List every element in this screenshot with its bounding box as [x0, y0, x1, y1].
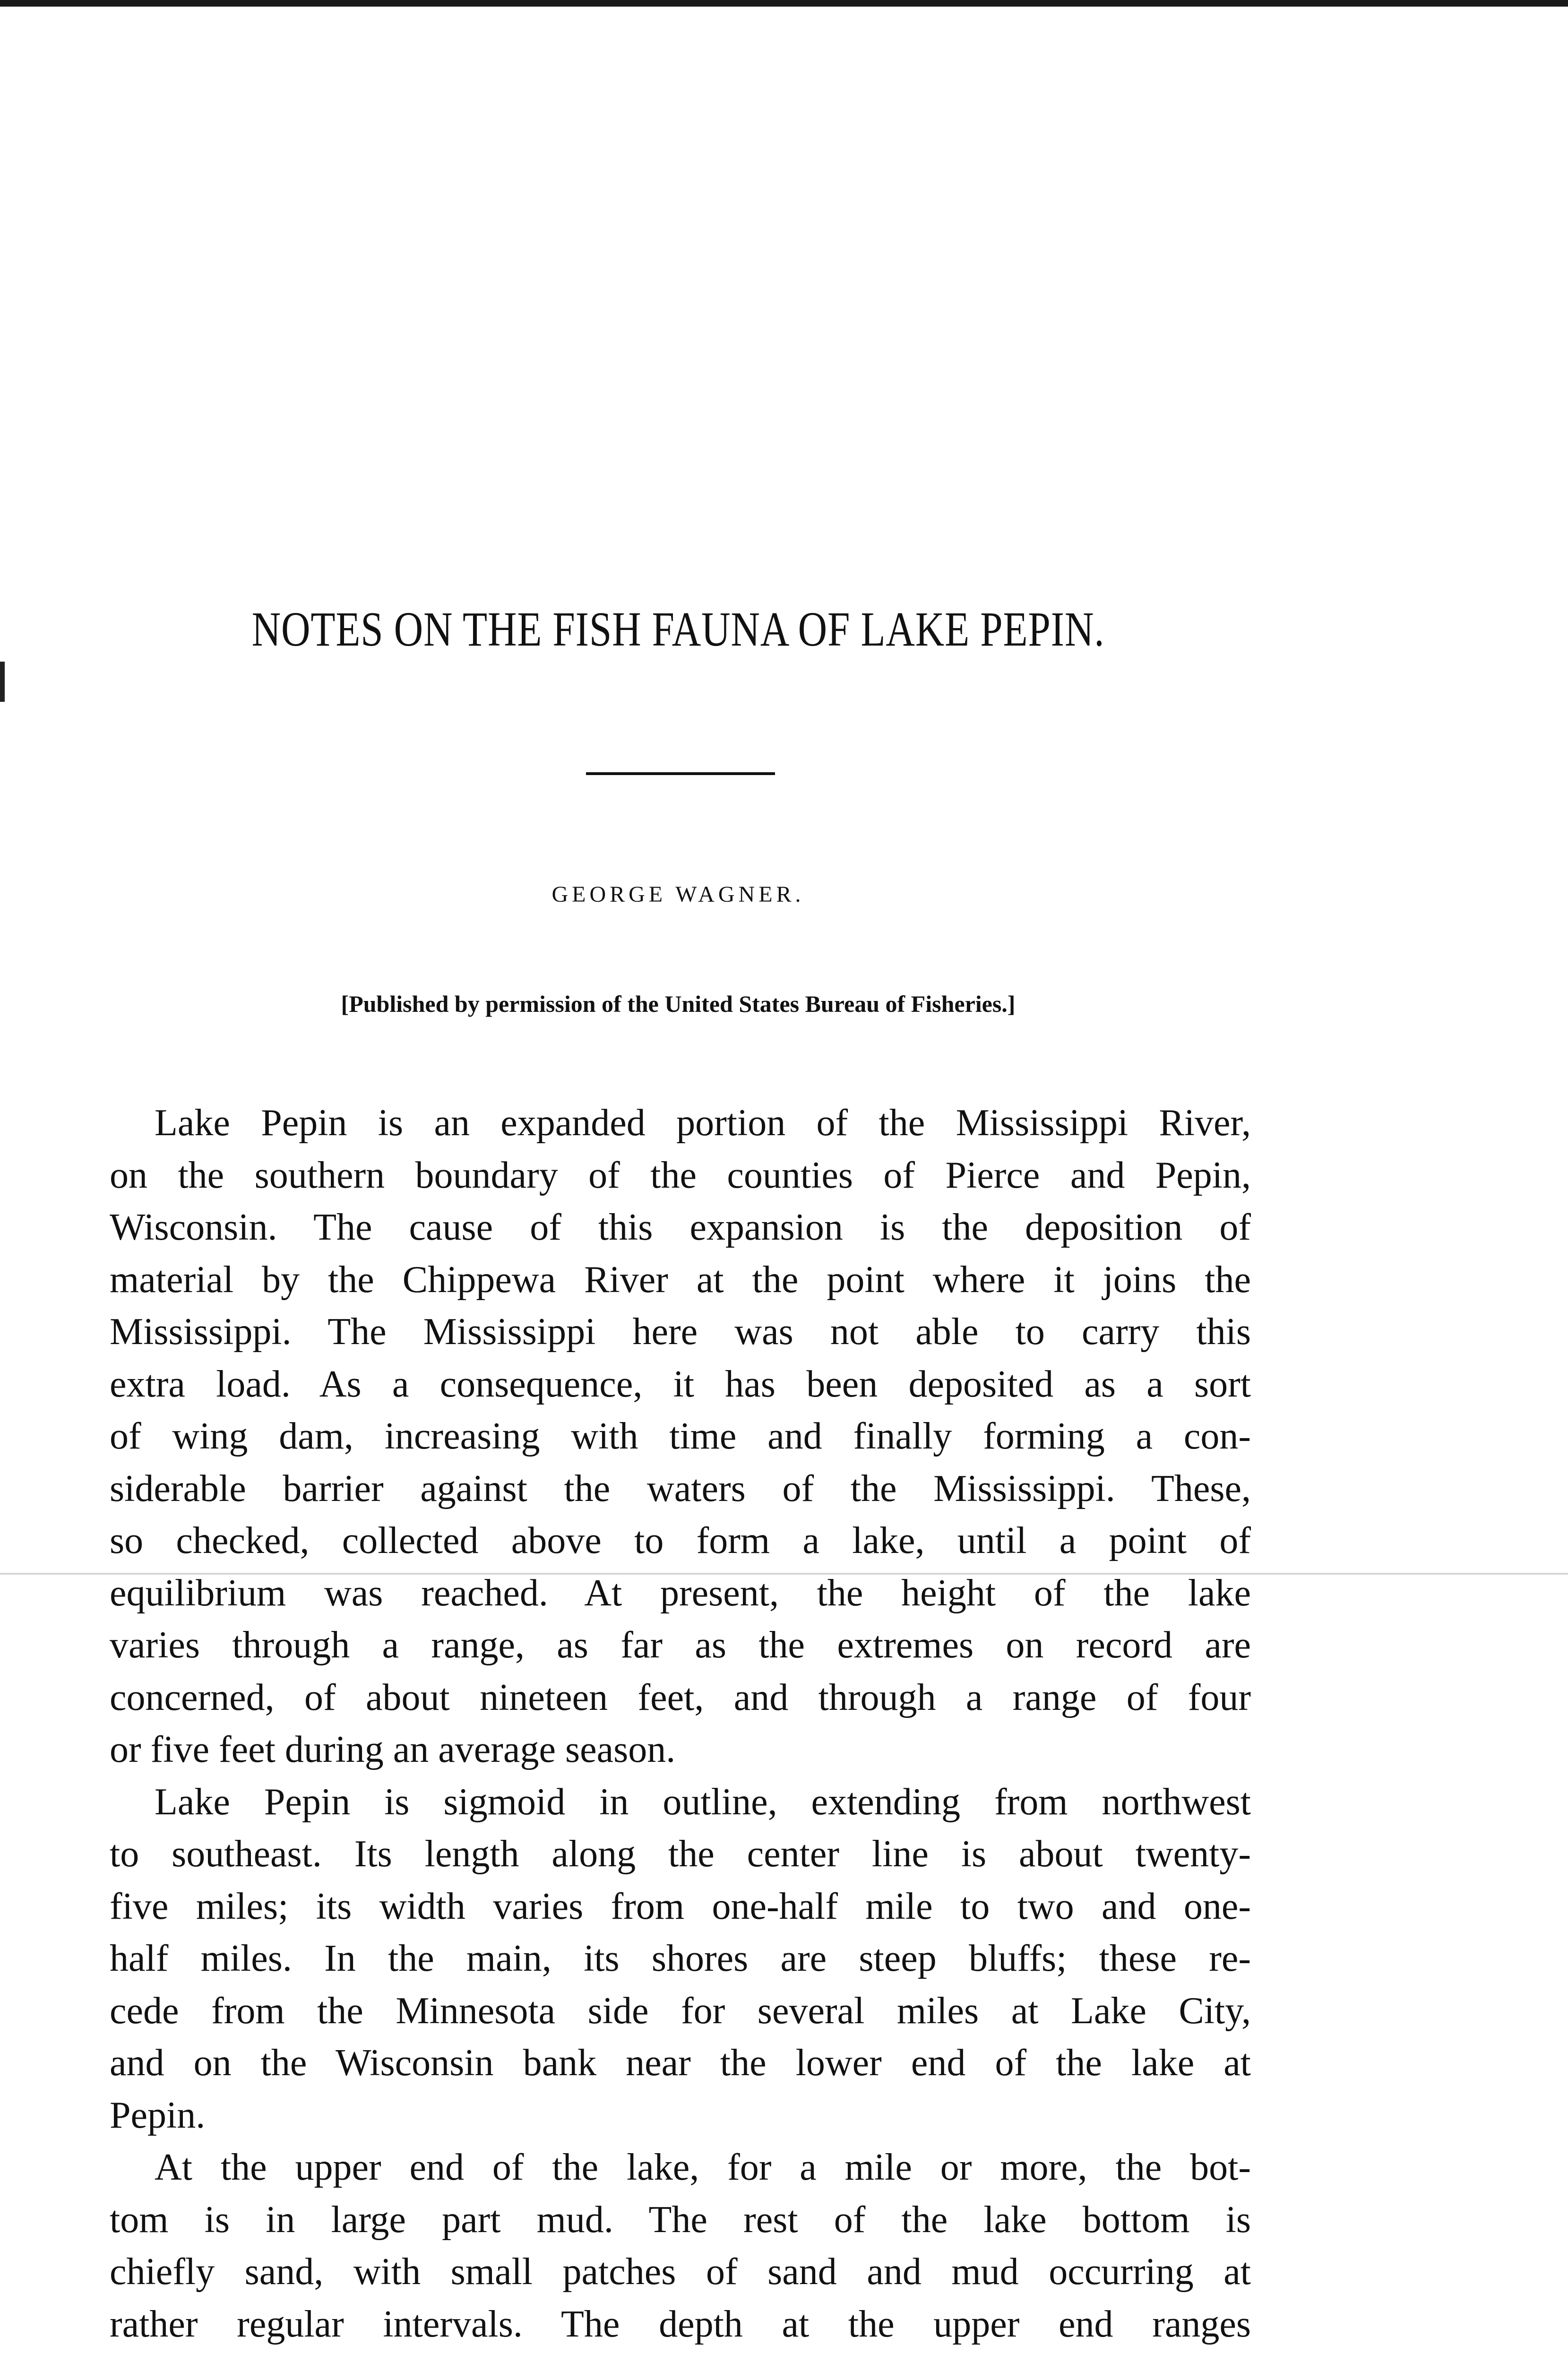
text-line: so checked, collected above to form a lake, until a point of	[110, 1520, 1251, 1561]
author-name: GEORGE WAGNER.	[551, 882, 805, 907]
title-rule	[586, 772, 775, 775]
text-line: Pepin.	[110, 2094, 206, 2136]
text-line: equilibrium was reached. At present, the height of the lake	[110, 1572, 1251, 1614]
article-title: NOTES ON THE FISH FAUNA OF LAKE PEPIN.	[251, 602, 1105, 656]
text-line: tom is in large part mud. The rest of the lake bottom is	[110, 2199, 1251, 2241]
text-line: cede from the Minnesota side for several miles at Lake City,	[110, 1990, 1251, 2032]
paragraph-lake-outline	[110, 1776, 1251, 2142]
text-line: varies through a range, as far as the extremes on record are	[110, 1624, 1251, 1666]
text-line: extra load. As a consequence, it has been deposited as a sort	[110, 1363, 1251, 1405]
text-line: on the southern boundary of the counties of Pierce and Pepin,	[110, 1154, 1251, 1196]
text-line: Lake Pepin is an expanded portion of the Mississippi River,	[155, 1102, 1251, 1144]
article-body	[110, 1097, 1251, 2350]
text-line: or five feet during an average season.	[110, 1729, 676, 1770]
scan-top-edge	[0, 0, 1568, 7]
text-line: Wisconsin. The cause of this expansion is the deposition of	[110, 1207, 1251, 1248]
text-line: to southeast. Its length along the center line is about twenty-	[110, 1833, 1251, 1875]
text-line: concerned, of about nineteen feet, and through a range of four	[110, 1676, 1251, 1718]
text-line: Mississippi. The Mississippi here was not able to carry this	[110, 1311, 1251, 1353]
text-line: siderable barrier against the waters of the Mississippi. These,	[110, 1467, 1251, 1509]
scan-left-edge-mark	[0, 662, 5, 702]
text-line: of wing dam, increasing with time and finally forming a con-	[110, 1415, 1251, 1457]
publication-note: [Published by permission of the United States Bureau of Fisheries.]	[341, 991, 1016, 1017]
paragraph-lake-description	[110, 1097, 1251, 1776]
text-line: five miles; its width varies from one-half mile to two and one-	[110, 1885, 1251, 1927]
text-line: material by the Chippewa River at the point where it joins the	[110, 1259, 1251, 1301]
text-line: Lake Pepin is sigmoid in outline, extending from northwest	[155, 1781, 1251, 1823]
text-line: and on the Wisconsin bank near the lower end of the lake at	[110, 2042, 1251, 2084]
text-line: rather regular intervals. The depth at the upper end ranges	[110, 2303, 1251, 2345]
paragraph-lake-bottom	[110, 2141, 1251, 2350]
text-line: half miles. In the main, its shores are steep bluffs; these re-	[110, 1938, 1251, 1979]
text-line: chiefly sand, with small patches of sand and mud occurring at	[110, 2251, 1251, 2293]
text-line: At the upper end of the lake, for a mile or more, the bot-	[155, 2147, 1251, 2188]
